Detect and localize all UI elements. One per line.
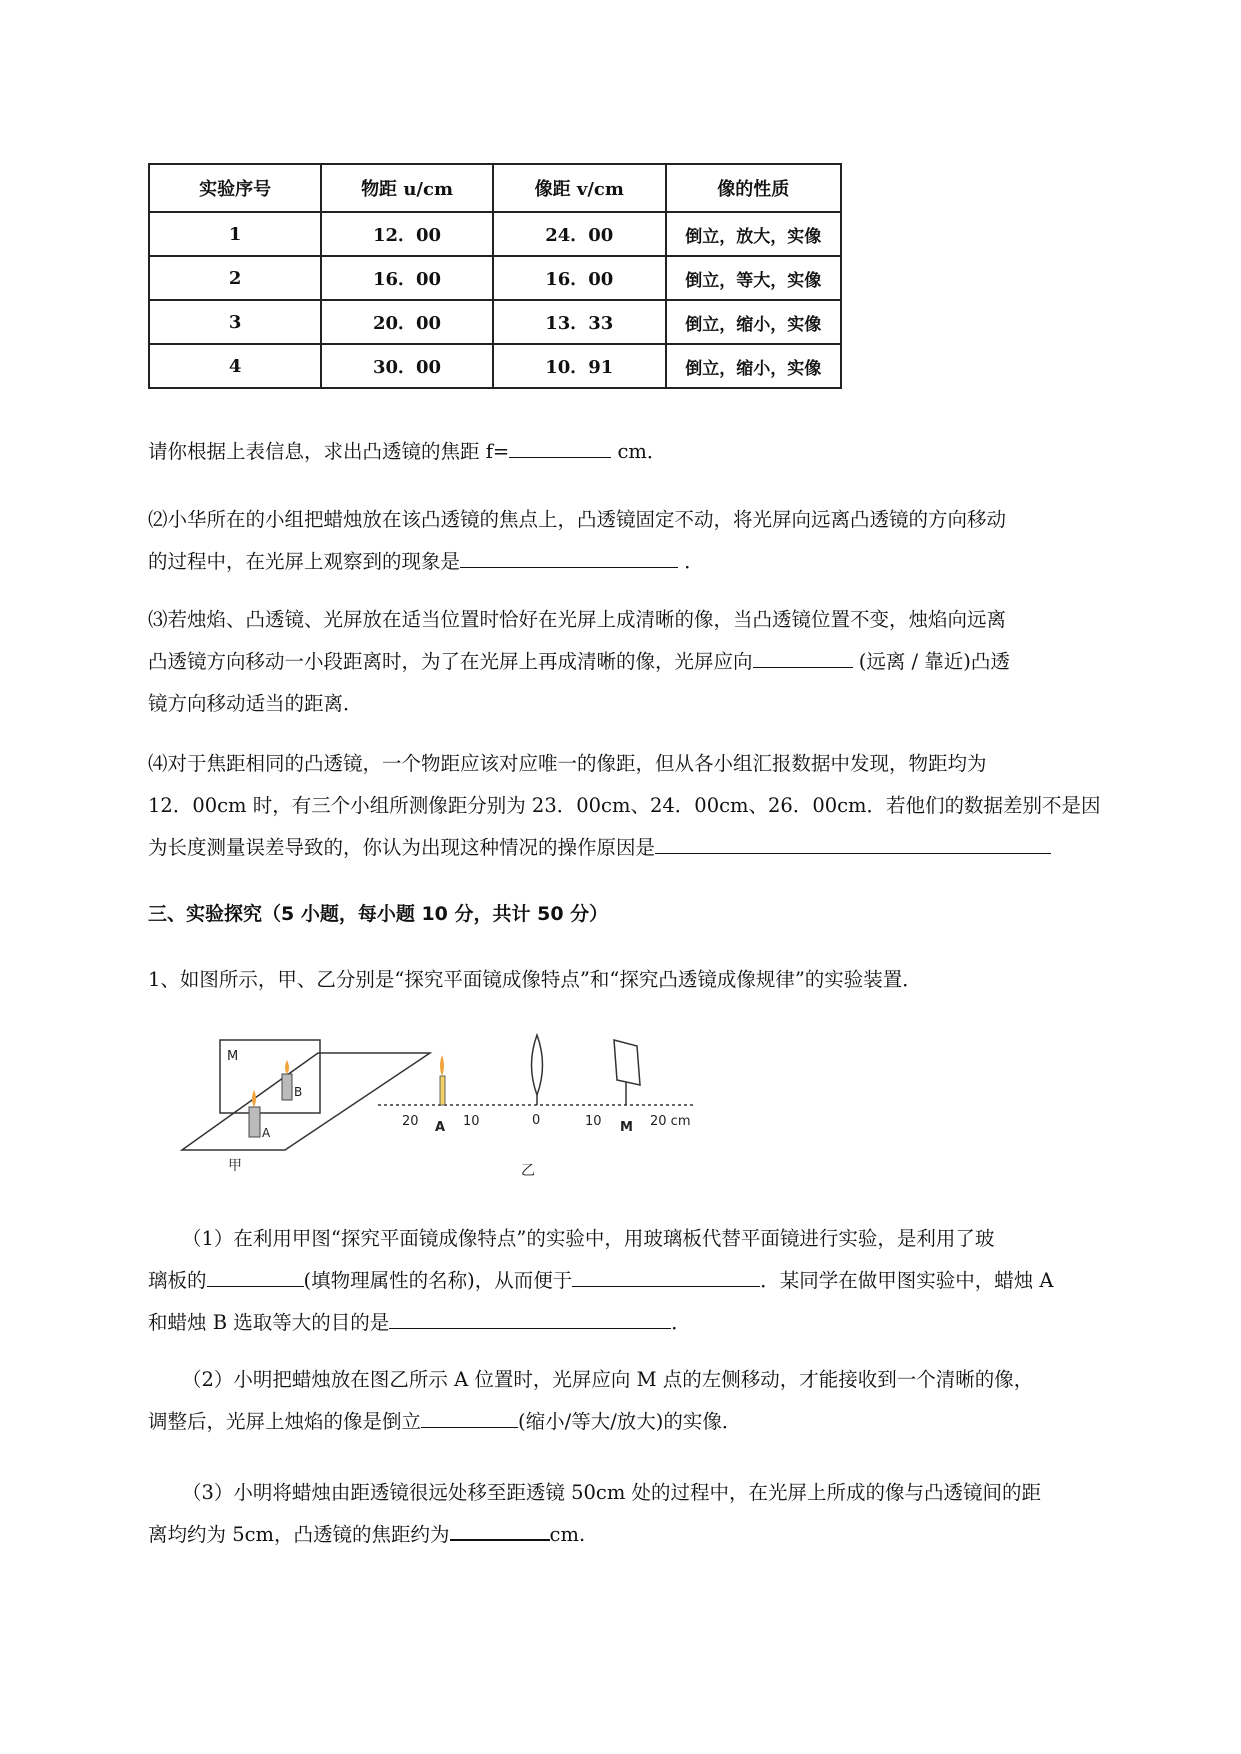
- problem-1-intro: 1、如图所示，甲、乙分别是“探究平面镜成像特点”和“探究凸透镜成像规律”的实验装置．: [148, 968, 922, 991]
- sub-question-3-cont: [148, 1514, 1152, 1556]
- question-text: ．某同学在做甲图实验中，蜡烛 A: [760, 1269, 1054, 1292]
- question-line: [148, 1401, 1152, 1443]
- flame-icon: [440, 1055, 444, 1076]
- question-line: （3）小明将蜡烛由距透镜很远处移至距透镜 50cm 处的过程中，在光屏上所成的像与凸透镜间的距: [182, 1481, 1042, 1504]
- question-text: ．: [678, 550, 704, 573]
- question-text: ．: [671, 1311, 691, 1334]
- answer-blank[interactable]: [389, 1304, 671, 1329]
- table-cell: 30．00: [321, 344, 493, 388]
- flame-icon: [285, 1060, 289, 1074]
- table-cell: 10．91: [493, 344, 666, 388]
- question-text: 凸透镜方向移动一小段距离时，为了在光屏上再成清晰的像，光屏应向: [148, 650, 753, 673]
- tick-label: 20: [402, 1114, 419, 1129]
- table-cell: 倒立，等大，实像: [666, 256, 841, 300]
- question-line: [148, 1260, 1152, 1302]
- question-text: 的过程中，在光屏上观察到的现象是: [148, 550, 461, 573]
- table-cell: 倒立，缩小，实像: [666, 344, 841, 388]
- convex-lens-icon: [532, 1035, 543, 1095]
- tick-label: 10: [585, 1114, 602, 1129]
- table-cell: 16．00: [493, 256, 666, 300]
- section-title: 三、实验探究（5 小题，每小题 10 分，共计 50 分）: [148, 903, 609, 925]
- answer-blank[interactable]: [207, 1262, 304, 1287]
- table-cell: 4: [149, 344, 321, 388]
- tick-label: A: [435, 1120, 446, 1135]
- tick-label: 20 cm: [650, 1114, 691, 1129]
- question-line: ⑶若烛焰、凸透镜、光屏放在适当位置时恰好在光屏上成清晰的像，当凸透镜位置不变，烛焰向远离: [148, 608, 1007, 631]
- question-text: (远离 / 靠近)凸透: [852, 650, 1010, 673]
- question-text: (缩小/等大/放大)的实像．: [518, 1410, 742, 1433]
- candle-b: [282, 1074, 292, 1100]
- question-line: 镜方向移动适当的距离．: [148, 692, 363, 715]
- question-text: 调整后，光屏上烛焰的像是倒立: [148, 1410, 422, 1433]
- question-text: 璃板的: [148, 1269, 207, 1292]
- mirror-label: M: [227, 1049, 239, 1064]
- tick-label: 10: [463, 1114, 480, 1129]
- question-line: ⑷对于焦距相同的凸透镜，一个物距应该对应唯一的像距，但从各小组汇报数据中发现，物距均为: [148, 752, 987, 775]
- question-line: [148, 1302, 1152, 1344]
- question-text: 离均约为 5cm，凸透镜的焦距约为: [148, 1523, 450, 1546]
- candle-a-label: A: [262, 1126, 271, 1140]
- sub-question-1: [182, 1218, 1154, 1260]
- header-cell: 像的性质: [666, 164, 841, 212]
- table-cell: 24．00: [493, 212, 666, 256]
- light-screen: [614, 1040, 640, 1085]
- table-cell: 倒立，放大，实像: [666, 212, 841, 256]
- sub-question-2-cont: [148, 1401, 1152, 1443]
- header-cell: 像距 v/cm: [493, 164, 666, 212]
- candle-b-label: B: [294, 1085, 303, 1099]
- question-line: （1）在利用甲图“探究平面镜成像特点”的实验中，用玻璃板代替平面镜进行实验，是利用了玻: [182, 1227, 995, 1250]
- tick-label: 0: [532, 1113, 541, 1128]
- sub-question-1-cont: [148, 1260, 1152, 1344]
- question-line: [148, 1514, 1152, 1556]
- question-line: 12．00cm 时，有三个小组所测像距分别为 23．00cm、24．00cm、26．00cm．若他们的数据差别不是因: [148, 794, 1101, 817]
- question-text: 为长度测量误差导致的，你认为出现这种情况的操作原因是: [148, 836, 656, 859]
- figure-caption-yi: 乙: [521, 1163, 535, 1179]
- table-cell: 13．33: [493, 300, 666, 344]
- table-cell: 20．00: [321, 300, 493, 344]
- sub-question-3: [182, 1472, 1154, 1514]
- plane-mirror-setup: [182, 1040, 430, 1174]
- table-plane: [182, 1053, 430, 1150]
- answer-blank[interactable]: [450, 1515, 550, 1541]
- table-cell: 12．00: [321, 212, 493, 256]
- question-line: （2）小明把蜡烛放在图乙所示 A 位置时，光屏应向 M 点的左侧移动，才能接收到一个清晰的像，: [182, 1368, 1034, 1391]
- tick-label: M: [620, 1120, 633, 1135]
- table-cell: 2: [149, 256, 321, 300]
- table-cell: 16．00: [321, 256, 493, 300]
- header-cell: 物距 u/cm: [321, 164, 493, 212]
- sub-question-2: [182, 1359, 1154, 1401]
- question-line: ⑵小华所在的小组把蜡烛放在该凸透镜的焦点上，凸透镜固定不动，将光屏向远离凸透镜的方向移动: [148, 508, 1007, 531]
- flame-icon: [252, 1090, 256, 1107]
- table-cell: 1: [149, 212, 321, 256]
- answer-blank[interactable]: [572, 1262, 760, 1287]
- question-text: 和蜡烛 B 选取等大的目的是: [148, 1311, 390, 1334]
- candle: [440, 1076, 445, 1105]
- question-text: 请你根据上表信息，求出凸透镜的焦距 f=: [148, 440, 510, 463]
- table-cell: 倒立，缩小，实像: [666, 300, 841, 344]
- header-cell: 实验序号: [149, 164, 321, 212]
- question-text: cm．: [611, 440, 667, 463]
- figure-caption-jia: 甲: [228, 1158, 242, 1174]
- question-text: cm.: [549, 1523, 586, 1546]
- question-text: (填物理属性的名称)，从而便于: [303, 1269, 573, 1292]
- table-cell: 3: [149, 300, 321, 344]
- answer-blank[interactable]: [421, 1403, 518, 1428]
- candle-a: [249, 1107, 260, 1137]
